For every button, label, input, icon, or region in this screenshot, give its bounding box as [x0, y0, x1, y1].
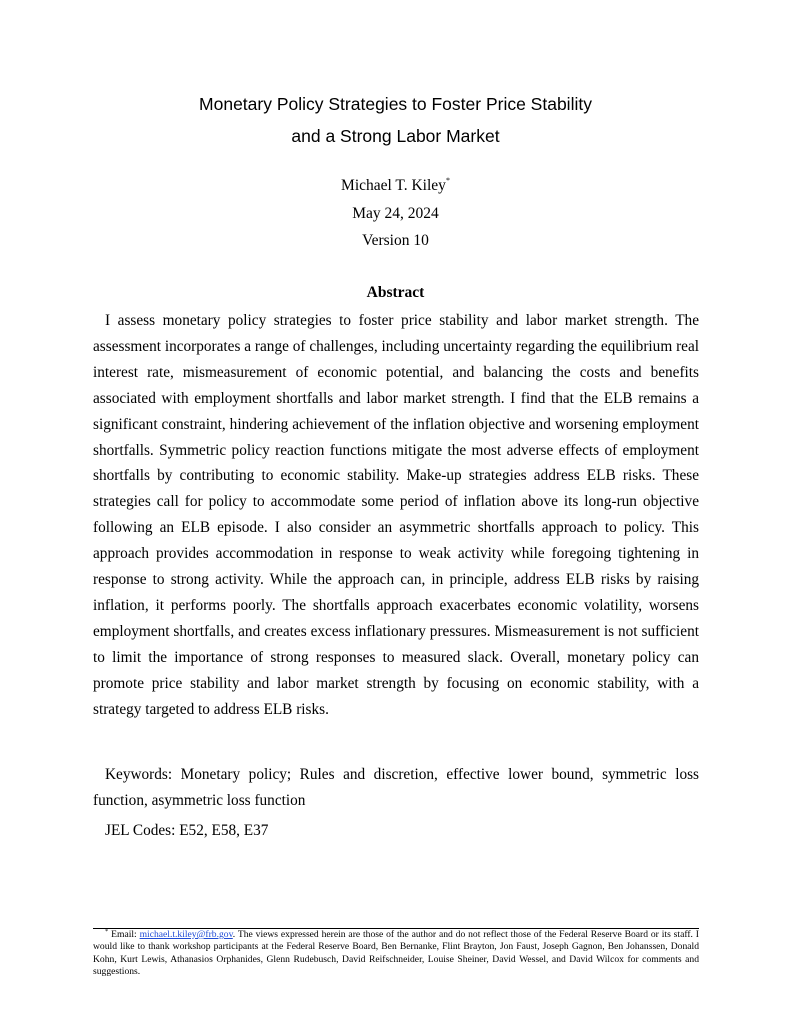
title-line-2: and a Strong Labor Market [291, 126, 500, 146]
paper-title [0, 88, 791, 152]
paper-version: Version 10 [362, 232, 429, 249]
footnote [93, 929, 699, 979]
keywords: Keywords: Monetary policy; Rules and discretion, effective lower bound, symmetric loss function, asymmetric loss function [93, 766, 699, 809]
author-line [0, 172, 791, 200]
footnote-email-link[interactable]: michael.t.kiley@frb.gov [139, 929, 233, 940]
footnote-mark: * [105, 928, 109, 935]
paper-date: May 24, 2024 [352, 204, 439, 222]
footnote-text: . The views expressed herein are those of the author and do not reflect those of the Federal Reserve Board or its staff. I would like to thank workshop participants at the Federal Reserve Board, Ben Bernanke, Flint Brayton, Jon Faust, Joseph Gagnon, Ben Johanssen, Donald Kohn, Kurt Lewis, Athanasios Orphanides, Glenn Rudebusch, David Reifschneider, Louise Sheiner, David Wessel, and David Wilcox for comments and suggestions. [93, 929, 699, 978]
title-line-1: Monetary Policy Strategies to Foster Price Stability [199, 94, 592, 114]
abstract-text: I assess monetary policy strategies to foster price stability and labor market strength. The assessment incorporates a range of challenges, including uncertainty regarding the equilibrium real interest rate, mismeasurement of economic potential, and balancing the costs and benefits associated with employment shortfalls and labor market strength. I find that the ELB remains a significant constraint, hindering achievement of the inflation objective and worsening employment shortfalls. Symmetric policy reaction functions mitigate the most adverse effects of employment shortfalls by contributing to economic stability. Make-up strategies address ELB risks. These strategies call for policy to accommodate some period of inflation above its long-run objective following an ELB episode. I also consider an asymmetric shortfalls approach to policy. This approach provides accommodation in response to weak activity while foregoing tightening in response to strong activity. While the approach can, in principle, address ELB risks by raising inflation, it performs poorly. The shortfalls approach exacerbates economic volatility, worsens employment shortfalls, and creates excess inflationary pressures. Mismeasurement is not sufficient to limit the importance of strong responses to measured slack. Overall, monetary policy can promote price stability and labor market strength by focusing on economic stability, with a strategy targeted to address ELB risks. [93, 312, 699, 718]
paper-meta [0, 172, 791, 255]
author-footnote-mark: * [445, 176, 450, 185]
footnote-email-label: Email: [111, 929, 137, 940]
abstract-heading: Abstract [366, 284, 425, 301]
author-name: Michael T. Kiley [341, 177, 446, 194]
jel-codes: JEL Codes: E52, E58, E37 [105, 822, 269, 839]
